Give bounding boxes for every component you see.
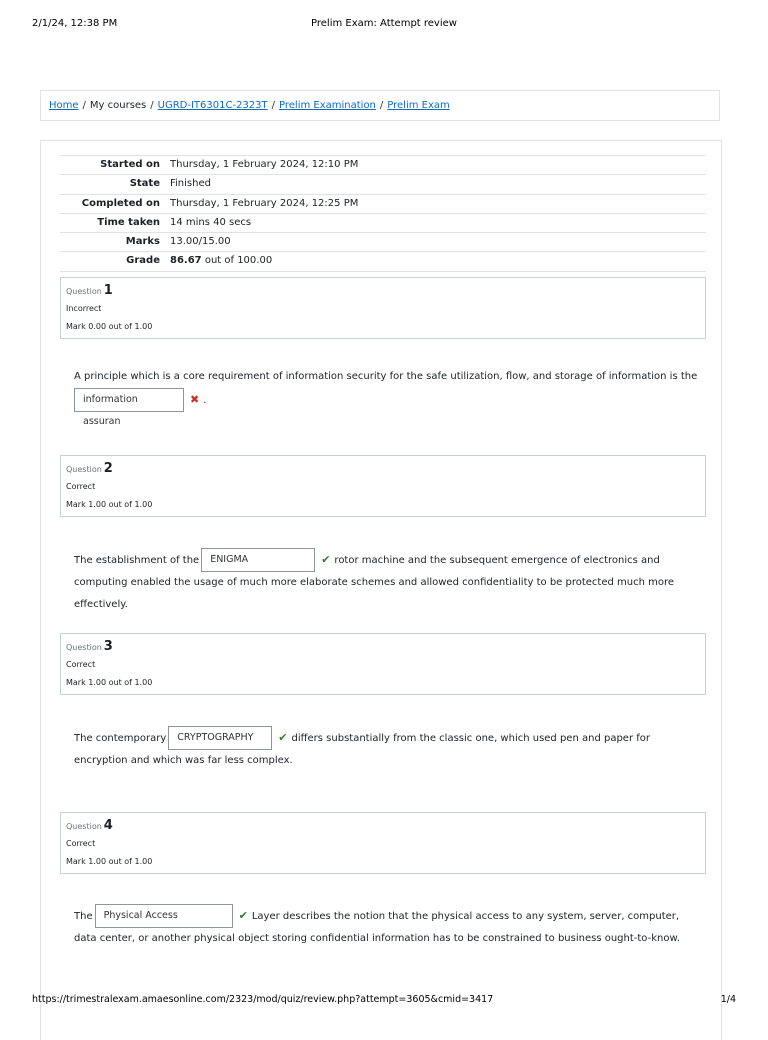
question-text-after: differs substantially from the classic one, which used pen and paper for encryption and which was far less complex. [74,733,650,766]
summary-label: Completed on [81,197,160,209]
question-label: Question [66,465,102,474]
question-state: Correct [66,482,96,491]
question-text-before: The contemporary [74,733,167,744]
question-mark: Mark 1.00 out of 1.00 [66,500,153,509]
breadcrumb-separator: / [82,100,86,111]
question-info-3 [60,633,706,695]
summary-row-marks [60,233,706,252]
question-number-value: 3 [103,639,113,654]
summary-value: Thursday, 1 February 2024, 12:10 PM [170,159,359,170]
breadcrumb-separator: / [271,100,276,111]
breadcrumb-separator: / [379,100,384,111]
breadcrumb-quiz-link[interactable]: Prelim Exam [387,100,450,111]
summary-label: State [129,178,160,190]
question-mark: Mark 1.00 out of 1.00 [66,678,153,687]
question-mark: Mark 0.00 out of 1.00 [66,322,153,331]
breadcrumb-course-link[interactable]: UGRD-IT6301C-2323T [157,100,268,111]
grade-score: 86.67 [170,255,202,267]
question-text-after: . [203,395,207,406]
question-number-value: 2 [103,461,113,476]
summary-row-grade [60,252,706,271]
question-text-3 [74,726,704,772]
summary-row-time-taken [60,214,706,233]
breadcrumb-section-link[interactable]: Prelim Examination [279,100,376,111]
summary-label: Grade [126,255,160,267]
breadcrumb [40,90,720,121]
print-date: 2/1/24, 12:38 PM [32,18,118,29]
question-label: Question [66,822,102,831]
summary-row-completed [60,195,706,214]
question-label: Question [66,287,102,296]
check-icon: ✔ [238,909,248,922]
summary-label: Marks [125,236,160,248]
question-number [66,818,113,833]
question-state: Correct [66,660,96,669]
question-label: Question [66,643,102,652]
question-number [66,283,113,298]
question-mark: Mark 1.00 out of 1.00 [66,857,153,866]
question-text-2 [74,548,704,616]
breadcrumb-separator: / [150,100,154,111]
breadcrumb-my-courses: My courses [89,100,147,111]
summary-value: 14 mins 40 secs [170,216,252,228]
question-text-4 [74,904,704,950]
question-text-after: rotor machine and the subsequent emergence of electronics and computing enabled the usage of much more elaborate schemes and allowed confidentiality to be protected much more effectively. [74,555,675,610]
breadcrumb-home-link[interactable]: Home [49,100,79,111]
grade-out-of: out of 100.00 [201,255,273,267]
summary-label: Time taken [97,216,160,228]
print-title: Prelim Exam: Attempt review [311,18,457,29]
question-text-after: Layer describes the notion that the physical access to any system, server, computer, data center, or another physical object storing confidential information has to be constrained to business ought-to-know. [74,911,680,944]
summary-value: Finished [170,178,211,190]
print-url: https://trimestralexam.amaesonline.com/2323/mod/quiz/review.php?attempt=3605&cmid=3417 [32,994,494,1005]
summary-row-started [60,155,706,175]
summary-row-state [60,175,706,194]
answer-field[interactable]: information assuran [74,388,184,412]
print-page-number: 1/4 [720,994,736,1005]
cross-icon: ✖ [190,393,200,406]
question-state: Incorrect [66,304,102,313]
question-number-value: 1 [103,283,113,298]
question-info-1 [60,277,706,339]
question-state: Correct [66,839,96,848]
summary-value: 13.00/15.00 [170,236,231,248]
summary-label: Started on [100,159,160,170]
check-icon: ✔ [278,731,288,744]
question-text-1 [74,366,704,427]
question-number [66,461,113,476]
answer-field[interactable]: CRYPTOGRAPHY [168,726,272,750]
question-info-4 [60,812,706,874]
question-text-before: The [74,911,93,922]
answer-field[interactable]: Physical Access [95,904,233,928]
print-header [0,18,768,32]
answer-field[interactable]: ENIGMA [201,548,315,572]
question-text-before: A principle which is a core requirement of information security for the safe utilization, flow, and storage of information is the [74,371,698,382]
print-footer [0,994,768,1008]
question-text-before: The establishment of the [74,555,200,566]
summary-value [170,255,272,266]
question-number [66,639,113,654]
check-icon: ✔ [321,553,331,566]
attempt-summary-table [60,155,706,272]
summary-value: Thursday, 1 February 2024, 12:25 PM [170,197,359,209]
question-info-2 [60,455,706,517]
question-number-value: 4 [103,818,113,833]
